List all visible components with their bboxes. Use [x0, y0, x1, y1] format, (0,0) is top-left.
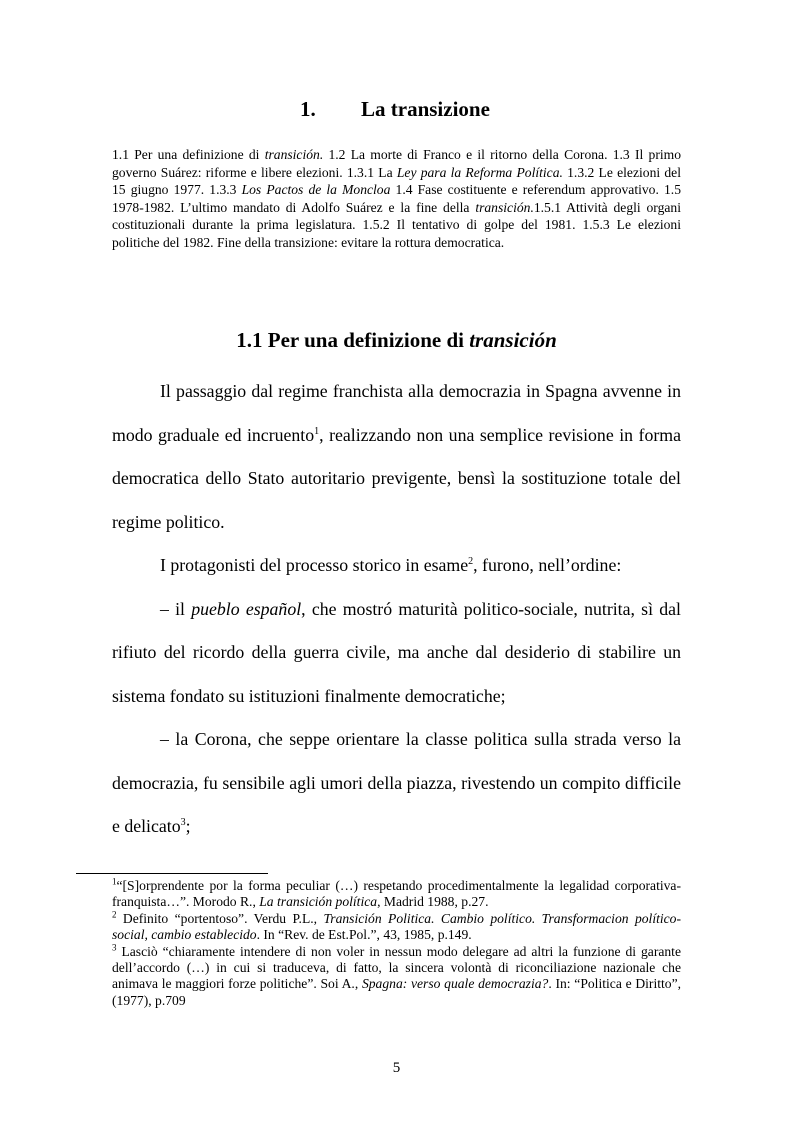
footnote-text: “[S]orprendente por la forma peculiar (…) respetando procedimentalmente la legalidad corporativa-franquista…”. Morodo R.,	[112, 878, 681, 910]
footnote-italic: Transición Politica. Cambio político. Transformacion político-social, cambio establecido	[112, 910, 682, 943]
paragraph-text: I protagonisti del processo storico in esame	[160, 555, 469, 575]
footnote	[112, 878, 681, 911]
footnote-text: . In: “Politica e Diritto”, (1977), p.709	[112, 976, 682, 1008]
paragraph	[112, 370, 681, 544]
paragraph	[112, 544, 681, 588]
chapter-contents-summary	[112, 146, 681, 251]
toc-italic: transición.	[264, 147, 324, 162]
footnote-text: . In “Rev. de Est.Pol.”, 43, 1985, p.149.	[256, 927, 472, 943]
toc-text: 1.3.2 Le elezioni del 15 giugno 1977. 1.3.3	[112, 164, 681, 197]
footnote-ref: 3	[180, 817, 186, 829]
toc-italic: Los Pactos de la Moncloa	[241, 182, 391, 197]
footnote-text: Definito “portentoso”. Verdu P.L.,	[116, 910, 324, 926]
footnote-separator	[76, 873, 268, 874]
paragraph	[112, 588, 681, 719]
toc-text: 1.5.1 Attività degli organi costituzionali durante la prima legislatura. 1.5.2 Il tentativo di golpe del 1981. 1.5.3 Le elezioni politiche del 1982. Fine della transizione: evitare la rottura democratica.	[112, 199, 681, 250]
footnote-italic: La transición política	[259, 894, 378, 910]
toc-text: 1.1 Per una definizione di	[112, 147, 265, 162]
section-title-text: 1.1 Per una definizione di	[236, 328, 470, 352]
paragraph-text: ;	[185, 816, 191, 836]
footnote-italic: Spagna: verso quale democrazia?	[361, 976, 549, 992]
chapter-title: La transizione	[361, 97, 490, 121]
paragraph-text: Il passaggio dal regime franchista alla democrazia in Spagna avvenne in modo graduale ed incruento	[112, 381, 681, 445]
paragraph-text: – la Corona, che seppe orientare la classe politica sulla strada verso la democrazia, fu sensibile agli umori della piazza, rivestendo un compito difficile e delicato	[112, 729, 681, 836]
footnote-ref: 1	[314, 425, 320, 437]
chapter-number: 1.	[300, 97, 316, 121]
section-title-italic: transición	[469, 328, 557, 352]
body-text	[112, 370, 681, 849]
footnote-text: , Madrid 1988, p.27.	[377, 894, 489, 910]
footnote-ref: 2	[468, 556, 474, 568]
paragraph-italic: pueblo español	[191, 598, 302, 619]
footnote-number: 1	[112, 876, 117, 887]
paragraph-text: , realizzando non una semplice revisione in forma democratica dello Stato autoritario previgente, bensì la sostituzione totale del regime politico.	[112, 424, 681, 532]
toc-text: 1.2 La morte di Franco e il ritorno della Corona. 1.3 Il primo governo Suárez: riforme e libere elezioni. 1.3.1 La	[112, 147, 681, 180]
section-heading	[0, 327, 793, 353]
footnote-number: 3	[112, 942, 117, 953]
page-number: 5	[392, 1060, 401, 1076]
footnote	[112, 911, 681, 944]
toc-italic: Ley para la Reforma Política.	[396, 164, 563, 180]
footnote	[112, 944, 681, 1010]
paragraph-text: – il	[160, 598, 192, 619]
footnote-number: 2	[112, 909, 117, 920]
footnote-text: Lasciò “chiaramente intendere di non voler in nessun modo delegare ad altri la funzione di garante dell’accordo (…) in cui si traduceva, di fatto, la sincera volontà di riconciliazione nazionale che animava le maggiori forze politiche”. Soi A.,	[112, 943, 681, 992]
paragraph-text: , che mostró maturità politico-sociale, nutrita, sì dal rifiuto del ricordo della guerra civile, ma anche dal desiderio di stabilire un sistema fondato su istituzioni finalmente democratiche;	[112, 598, 681, 706]
paragraph-text: , furono, nell’ordine:	[473, 555, 622, 575]
paragraph	[112, 718, 681, 849]
toc-text: 1.4 Fase costituente e referendum approvativo. 1.5 1978-1982. L’ultimo mandato di Adolfo Suárez e la fine della	[112, 182, 681, 215]
footnotes	[112, 878, 681, 1009]
toc-italic: transición.	[475, 199, 534, 215]
